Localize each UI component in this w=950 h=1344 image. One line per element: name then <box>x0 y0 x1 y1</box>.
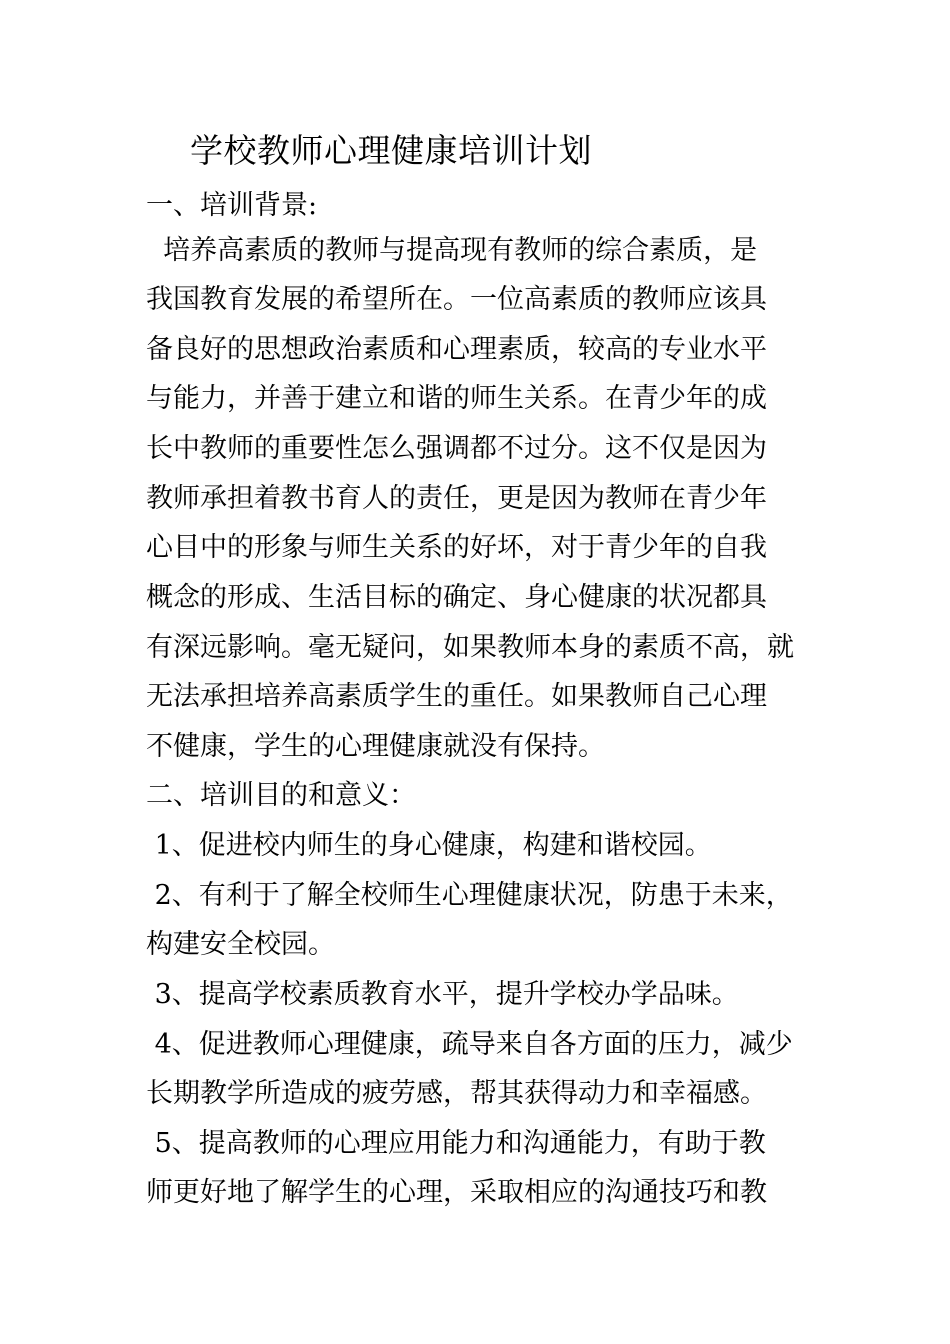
section-heading-background: 一、培训背景: <box>146 190 318 221</box>
paragraph-line: 备良好的思想政治素质和心理素质，较高的专业水平 <box>146 334 767 365</box>
section-heading-purpose: 二、培训目的和意义： <box>146 780 416 811</box>
paragraph-line: 我国教育发展的希望所在。一位高素质的教师应该具 <box>146 284 767 315</box>
paragraph-line: 无法承担培养高素质学生的重任。如果教师自己心理 <box>146 681 767 712</box>
document-title: 学校教师心理健康培训计划 <box>190 131 592 170</box>
paragraph-line: 有深远影响。毫无疑问，如果教师本身的素质不高，就 <box>146 632 794 663</box>
paragraph-line: 不健康，学生的心理健康就没有保持。 <box>146 731 605 762</box>
paragraph-line: 长中教师的重要性怎么强调都不过分。这不仅是因为 <box>146 433 767 464</box>
paragraph-line: 概念的形成、生活目标的确定、身心健康的状况都具 <box>146 582 767 613</box>
paragraph-line: 与能力，并善于建立和谐的师生关系。在青少年的成 <box>146 383 767 414</box>
list-item-continuation: 师更好地了解学生的心理，采取相应的沟通技巧和教 <box>146 1177 767 1208</box>
paragraph-line: 教师承担着教书育人的责任，更是因为教师在青少年 <box>146 483 767 514</box>
paragraph-line: 心目中的形象与师生关系的好坏，对于青少年的自我 <box>146 532 767 563</box>
list-item: 3、提高学校素质教育水平，提升学校办学品味。 <box>146 979 739 1010</box>
list-item: 5、提高教师的心理应用能力和沟通能力，有助于教 <box>146 1128 766 1159</box>
list-item-continuation: 构建安全校园。 <box>146 929 335 960</box>
list-item-continuation: 长期教学所造成的疲劳感，帮其获得动力和幸福感。 <box>146 1078 767 1109</box>
paragraph-line: 培养高素质的教师与提高现有教师的综合素质，是 <box>146 235 758 266</box>
list-item: 4、促进教师心理健康，疏导来自各方面的压力，减少 <box>146 1029 793 1060</box>
list-item: 2、有利于了解全校师生心理健康状况，防患于未来， <box>146 880 793 911</box>
list-item: 1、促进校内师生的身心健康，构建和谐校园。 <box>146 830 712 861</box>
